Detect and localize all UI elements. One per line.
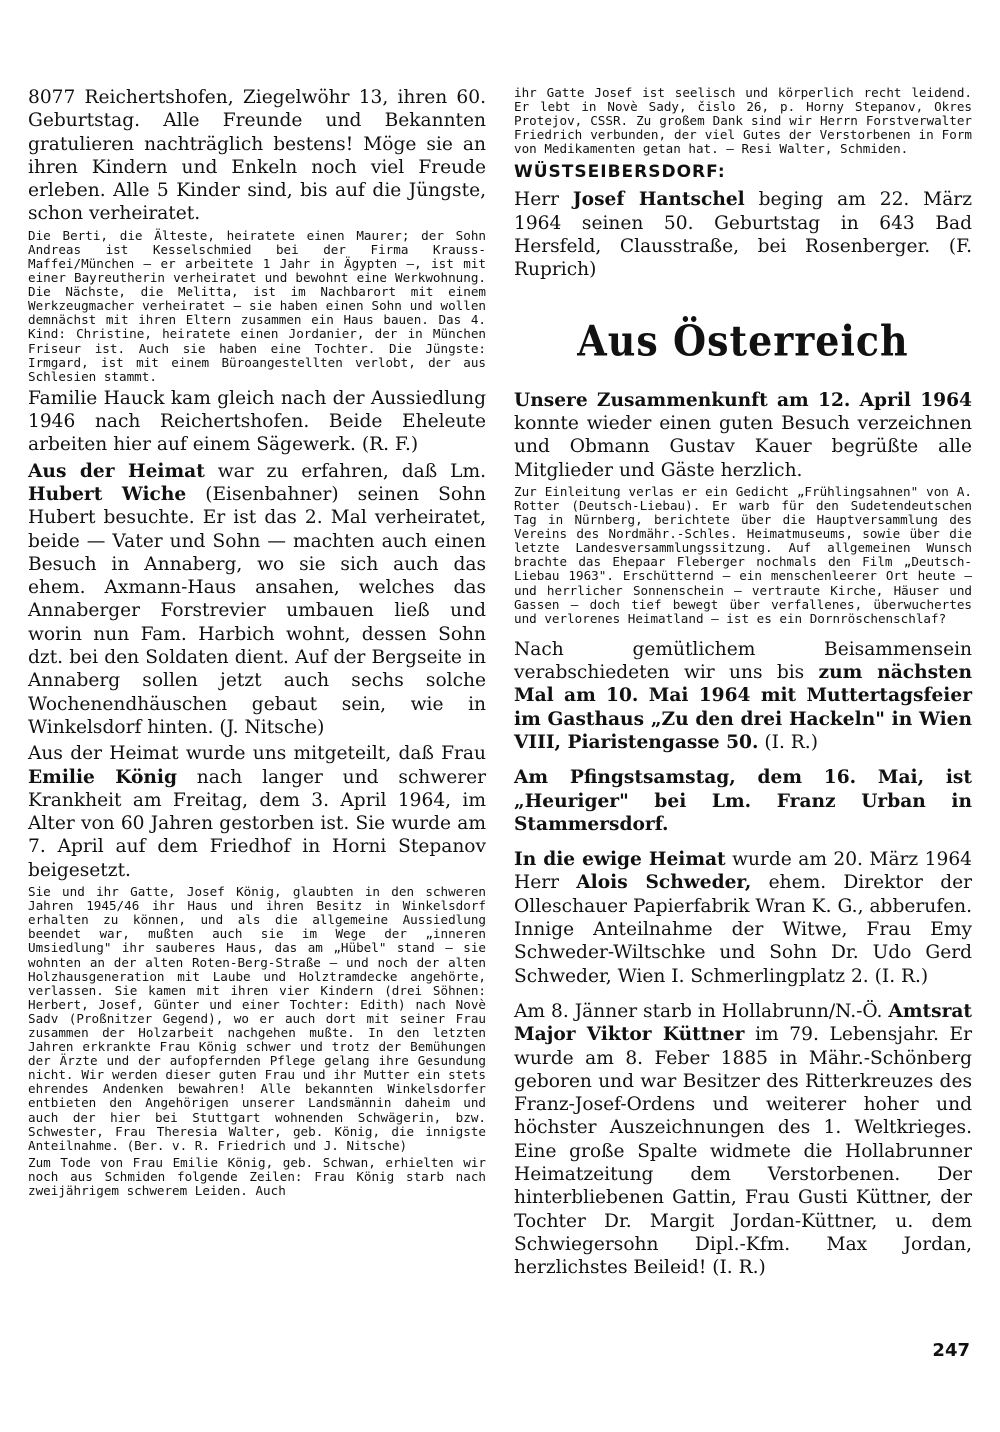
bold-text: In die ewige Heimat (514, 849, 726, 871)
text: im 79. Lebensjahr. Er wurde am 8. Feber 1885 in Mähr.-Schönberg geboren und war Besitzer des Ritterkreuzes des Franz-Josef-Ordens und weiterer hoher und höchster Auszeichnungen des 1. Weltkrieges. Eine große Spalte widmete die Hollabrunner Heimatzeitung dem Verstorbenen. Der hinterbliebenen Gattin, Frau Gusti Küttner, der Tochter Dr. Margit Jordan-Küttner, u. dem Schwiegersohn Dipl.-Kfm. Max Jordan, herzlichstes Beileid! (I. R.) (514, 1024, 972, 1279)
text: (Eisenbahner) seinen Sohn Hubert besuchte. Er ist das 2. Mal verheiratet, beide — Vater und Sohn — machten auch einen Besuch in Annaberg, wo sie sich auch das ehem. Axmann-Haus ansahen, welches das Annaberger Forstrevier umbauen ließ und worin nun Fam. Harbich wohnt, dessen Sohn dzt. bei den Soldaten dient. Auf der Bergseite in Annaberg sollen jetzt auch sechs solche Wochenendhäuschen gebaut sein, wie in Winkelsdorf hinten. (J. Nitsche) (28, 484, 486, 738)
hantschel-birthday-paragraph (514, 188, 972, 281)
wuestseibersdorf-heading: WÜSTSEIBERSDORF: (514, 162, 726, 183)
bold-name: Hubert Wiche (28, 484, 187, 505)
meeting-details-paragraph: Zur Einleitung verlas er ein Gedicht „Frühlingsahnen" von A. Rotter (Deutsch-Liebau). Er warb für den Sudetendeutschen Tag in Nürnberg, berichtete über die Hauptversammlung des Vereins des Nordmähr.-Schles. Heimatmuseums, sowie über die letzte Landesversammlungssitzung. Auf allgemeinen Wunsch brachte das Ehepaar Fleberger nochmals den Film „Deutsch-Liebau 1963". Erschütternd — ein menschenleerer Ort heute — und herrlicher Sonnenschein — vertraute Kirche, Häuser und Gassen — doch tief bewegt über verfallenes, überwuchertes und verlorenes Heimatland — ist es ein Dornröschenschlaf? (514, 483, 972, 626)
text: (I. R.) (758, 731, 818, 753)
section-title-austria: Aus Österreich (577, 315, 909, 365)
text: Nach gemütlichem Beisammensein verabschiedeten wir uns bis (514, 638, 972, 684)
hubert-wiche-paragraph (28, 460, 486, 740)
right-column (514, 86, 972, 1283)
schweder-obituary (514, 848, 972, 988)
family-details-paragraph: Die Berti, die Älteste, heiratete einen Maurer; der Sohn Andreas ist Kesselschmied bei der Firma Krauss-Maffei/München — er arbeitete 1 Jahr in Ägypten —, ist mit einer Bayreutherin verheiratet und bewohnt eine Werkwohnung. Die Nächste, die Melitta, ist im Nachbarort mit einem Werkzeugmacher verheiratet — sie haben einen Sohn und wollen demnächst mit ihren Eltern zusammen ein Haus bauen. Das 4. Kind: Christine, heiratete einen Jordanier, der in München Friseur ist. Auch sie haben eine Tochter. Die Jüngste: Irmgard, ist mit einem Büroangestellten verlobt, der aus Schlesien stammt. (28, 227, 486, 384)
text: wurde am 20. März 1964 Herr (514, 849, 972, 894)
next-meeting-paragraph (514, 638, 972, 754)
text: war zu erfahren, daß Lm. (204, 460, 486, 482)
meeting-paragraph (514, 389, 972, 482)
bold-name: Emilie König (28, 766, 177, 788)
bold-text: Unsere Zusammenkunft am 12. April 1964 (514, 389, 972, 411)
text: nach langer und schwerer Krankheit am Freitag, dem 3. April 1964, im Alter von 60 Jahren gestorben ist. Sie wurde am 7. April auf dem Friedhof in Horni Stepanov beigesetzt. (28, 766, 486, 881)
text: Aus der Heimat wurde uns mitgeteilt, daß Frau (28, 743, 486, 765)
family-hauck-paragraph: Familie Hauck kam gleich nach der Aussiedlung 1946 nach Reichertshofen. Beide Eheleute arbeiten hier auf einem Sägewerk. (R. F.) (28, 387, 486, 456)
koenig-family-history: Sie und ihr Gatte, Josef König, glaubten in den schweren Jahren 1945/46 ihr Haus und ihren Besitz in Winkelsdorf erhalten zu können, und als die allgemeine Aussiedlung beendet war, mußten auch sie im Wege der „inneren Umsiedlung" ihr sauberes Haus, das am „Hübel" stand — sie wohnten an der alten Roten-Berg-Straße — und noch der alten Holzhausgeneration mit Laube und Holztramdecke angehörte, verlassen. Sie kamen mit ihren vier Kindern (drei Söhnen: Herbert, Josef, Günter und einer Tochter: Edith) nach Novè Sadv (Proßnitzer Gegend), wo er auch dort mit seiner Frau zusammen der Holzarbeit nachgehen mußte. In den letzten Jahren erkrankte Frau König schwer und trotz der Bemühungen der Ärzte und der aufopfernden Pflege gelang ihre Gesundung nicht. Wir werden dieser guten Frau und ihr Mutter ein stets ehrendes Andenken bewahren! Alle bekannten Winkelsdorfer entbieten den Angehörigen unserer Landsmännin daheim und auch der hier bei Stuttgart wohnenden Schwägerin, bzw. Schwester, Frau Theresia Walter, geb. König, die innigste Anteilnahme. (Ber. v. R. Friedrich und J. Nitsche) (28, 884, 486, 1153)
text: beging am 22. März 1964 seinen 50. Geburtstag in 643 Bad Hersfeld, Clausstraße, bei Rosenberger. (F. Ruprich) (514, 189, 972, 281)
kuettner-obituary (514, 1000, 972, 1280)
schmiden-letter-start: Zum Tode von Frau Emilie König, geb. Schwan, erhielten wir noch aus Schmiden folgende Zeilen: Frau König starb nach zweijährigem schwerem Leiden. Auch (28, 1154, 486, 1199)
text: Am 8. Jänner starb in Hollabrunn/N.-Ö. (514, 1000, 889, 1022)
page-number: 247 (932, 1340, 970, 1361)
left-column (28, 86, 486, 1201)
bold-name: Alois Schweder, (576, 872, 752, 894)
bold-text: zum nächsten Mal am 10. Mai 1964 mit Muttertagsfeier im Gasthaus „Zu den drei Hackeln" in Wien VIII, Piaristengasse 50. (514, 662, 972, 753)
text: konnte wieder einen guten Besuch verzeichnen und Obmann Gustav Kauer begrüßte alle Mitglieder und Gäste herzlich. (514, 412, 972, 481)
text: ehem. Direktor der Olleschauer Papierfabrik Wran K. G., abberufen. Innige Anteilnahme der Witwe, Frau Emy Schweder-Wiltschke und Sohn Dr. Udo Gerd Schweder, Wien I. Schmerlingplatz 2. (I. R.) (514, 872, 972, 987)
bold-name: Josef Hantschel (572, 189, 745, 211)
bold-name: Amtsrat Major Viktor Küttner (514, 1000, 972, 1046)
text: Herr (514, 189, 573, 211)
bold-text: Aus der Heimat (28, 460, 205, 482)
birthday-notice-reichertshofen: 8077 Reichertshofen, Ziegelwöhr 13, ihren 60. Geburtstag. Alle Freunde und Bekannten gratulieren nachträglich bestens! Möge sie an ihren Kindern und Enkeln noch viel Freude erleben. Alle 5 Kinder sind, bis auf die Jüngste, schon verheiratet. (28, 87, 486, 225)
pfingstsamstag-paragraph: Am Pfingstsamstag, dem 16. Mai, ist „Heuriger" bei Lm. Franz Urban in Stammersdorf. (514, 767, 972, 835)
schmiden-letter-continued: ihr Gatte Josef ist seelisch und körperlich recht leidend. Er lebt in Novè Sady, čislo 26, p. Horny Stepanov, Okres Protejov, CSSR. Zu großem Dank sind wir Herrn Forstverwalter Friedrich verbunden, der viel Gutes der Verstorbenen in Form von Medikamenten getan hat. — Resi Walter, Schmiden. (514, 85, 972, 157)
emilie-koenig-death-notice (28, 742, 486, 882)
